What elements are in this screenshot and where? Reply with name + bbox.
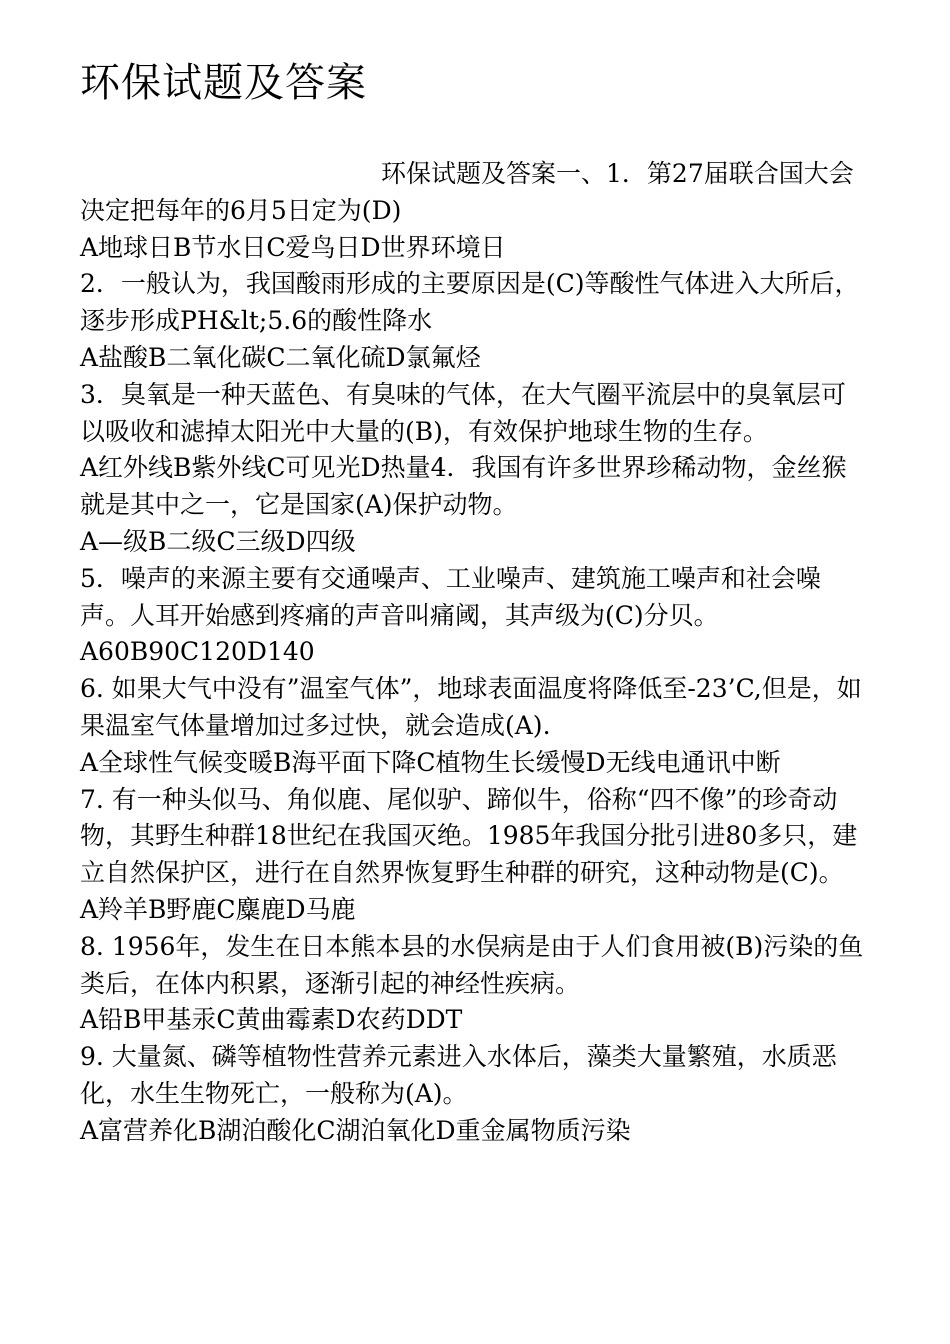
paragraph: A盐酸B二氧化碳C二氧化硫D氯氟烃	[80, 342, 481, 372]
paragraph: A富营养化B湖泊酸化C湖泊氧化D重金属物质污染	[80, 1115, 631, 1145]
paragraph: 5．噪声的来源主要有交通噪声、工业噪声、建筑施工噪声和社会噪声。人耳开始感到疼痛的声音叫痛阈，其声级为(C)分贝。	[80, 563, 821, 630]
paragraph: 9. 大量氮、磷等植物性营养元素进入水体后，藻类大量繁殖，水质恶化，水生生物死亡，一般称为(A)。	[80, 1042, 837, 1108]
document-body	[80, 156, 870, 1150]
paragraph: A铅B甲基汞C黄曲霉素D农药DDT	[80, 1005, 463, 1035]
document-title: 环保试题及答案	[80, 60, 367, 106]
paragraph: A红外线B紫外线C可见光D热量4．我国有许多世界珍稀动物，金丝猴就是其中之一，它是国家(A)保护动物。	[80, 453, 847, 520]
paragraph: A羚羊B野鹿C麋鹿D马鹿	[80, 894, 356, 924]
paragraph: A60B90C120D140	[80, 637, 315, 667]
paragraph: 6. 如果大气中没有”温室气体”，地球表面温度将降低至-23’C,但是，如果温室气体量增加过多过快，就会造成(A).	[80, 674, 862, 740]
paragraph: A全球性气候变暖B海平面下降C植物生长缓慢D无线电通讯中断	[80, 747, 781, 777]
paragraph: 3．臭氧是一种天蓝色、有臭味的气体，在大气圈平流层中的臭氧层可以吸收和滤掉太阳光中大量的(B)，有效保护地球生物的生存。	[80, 379, 846, 446]
paragraph: 2．一般认为，我国酸雨形成的主要原因是(C)等酸性气体进入大所后，逐步形成PH&lt;5.6的酸性降水	[80, 269, 860, 336]
paragraph: A地球日B节水日C爱鸟日D世界环境日	[80, 232, 506, 262]
paragraph: 8. 1956年，发生在日本熊本县的水俣病是由于人们食用被(B)污染的鱼类后，在体内积累，逐渐引起的神经性疾病。	[80, 931, 864, 998]
paragraph: 7. 有一种头似马、角似鹿、尾似驴、蹄似牛，俗称“四不像”的珍奇动物，其野生种群18世纪在我国灭绝。1985年我国分批引进80多只，建立自然保护区，进行在自然界恢复野生种群的研究，这种动物是(C)。	[80, 784, 858, 888]
paragraph: 环保试题及答案一、1．第27届联合国大会决定把每年的6月5日定为(D)	[80, 159, 854, 225]
paragraph: A—级B二级C三级D四级	[80, 526, 356, 556]
